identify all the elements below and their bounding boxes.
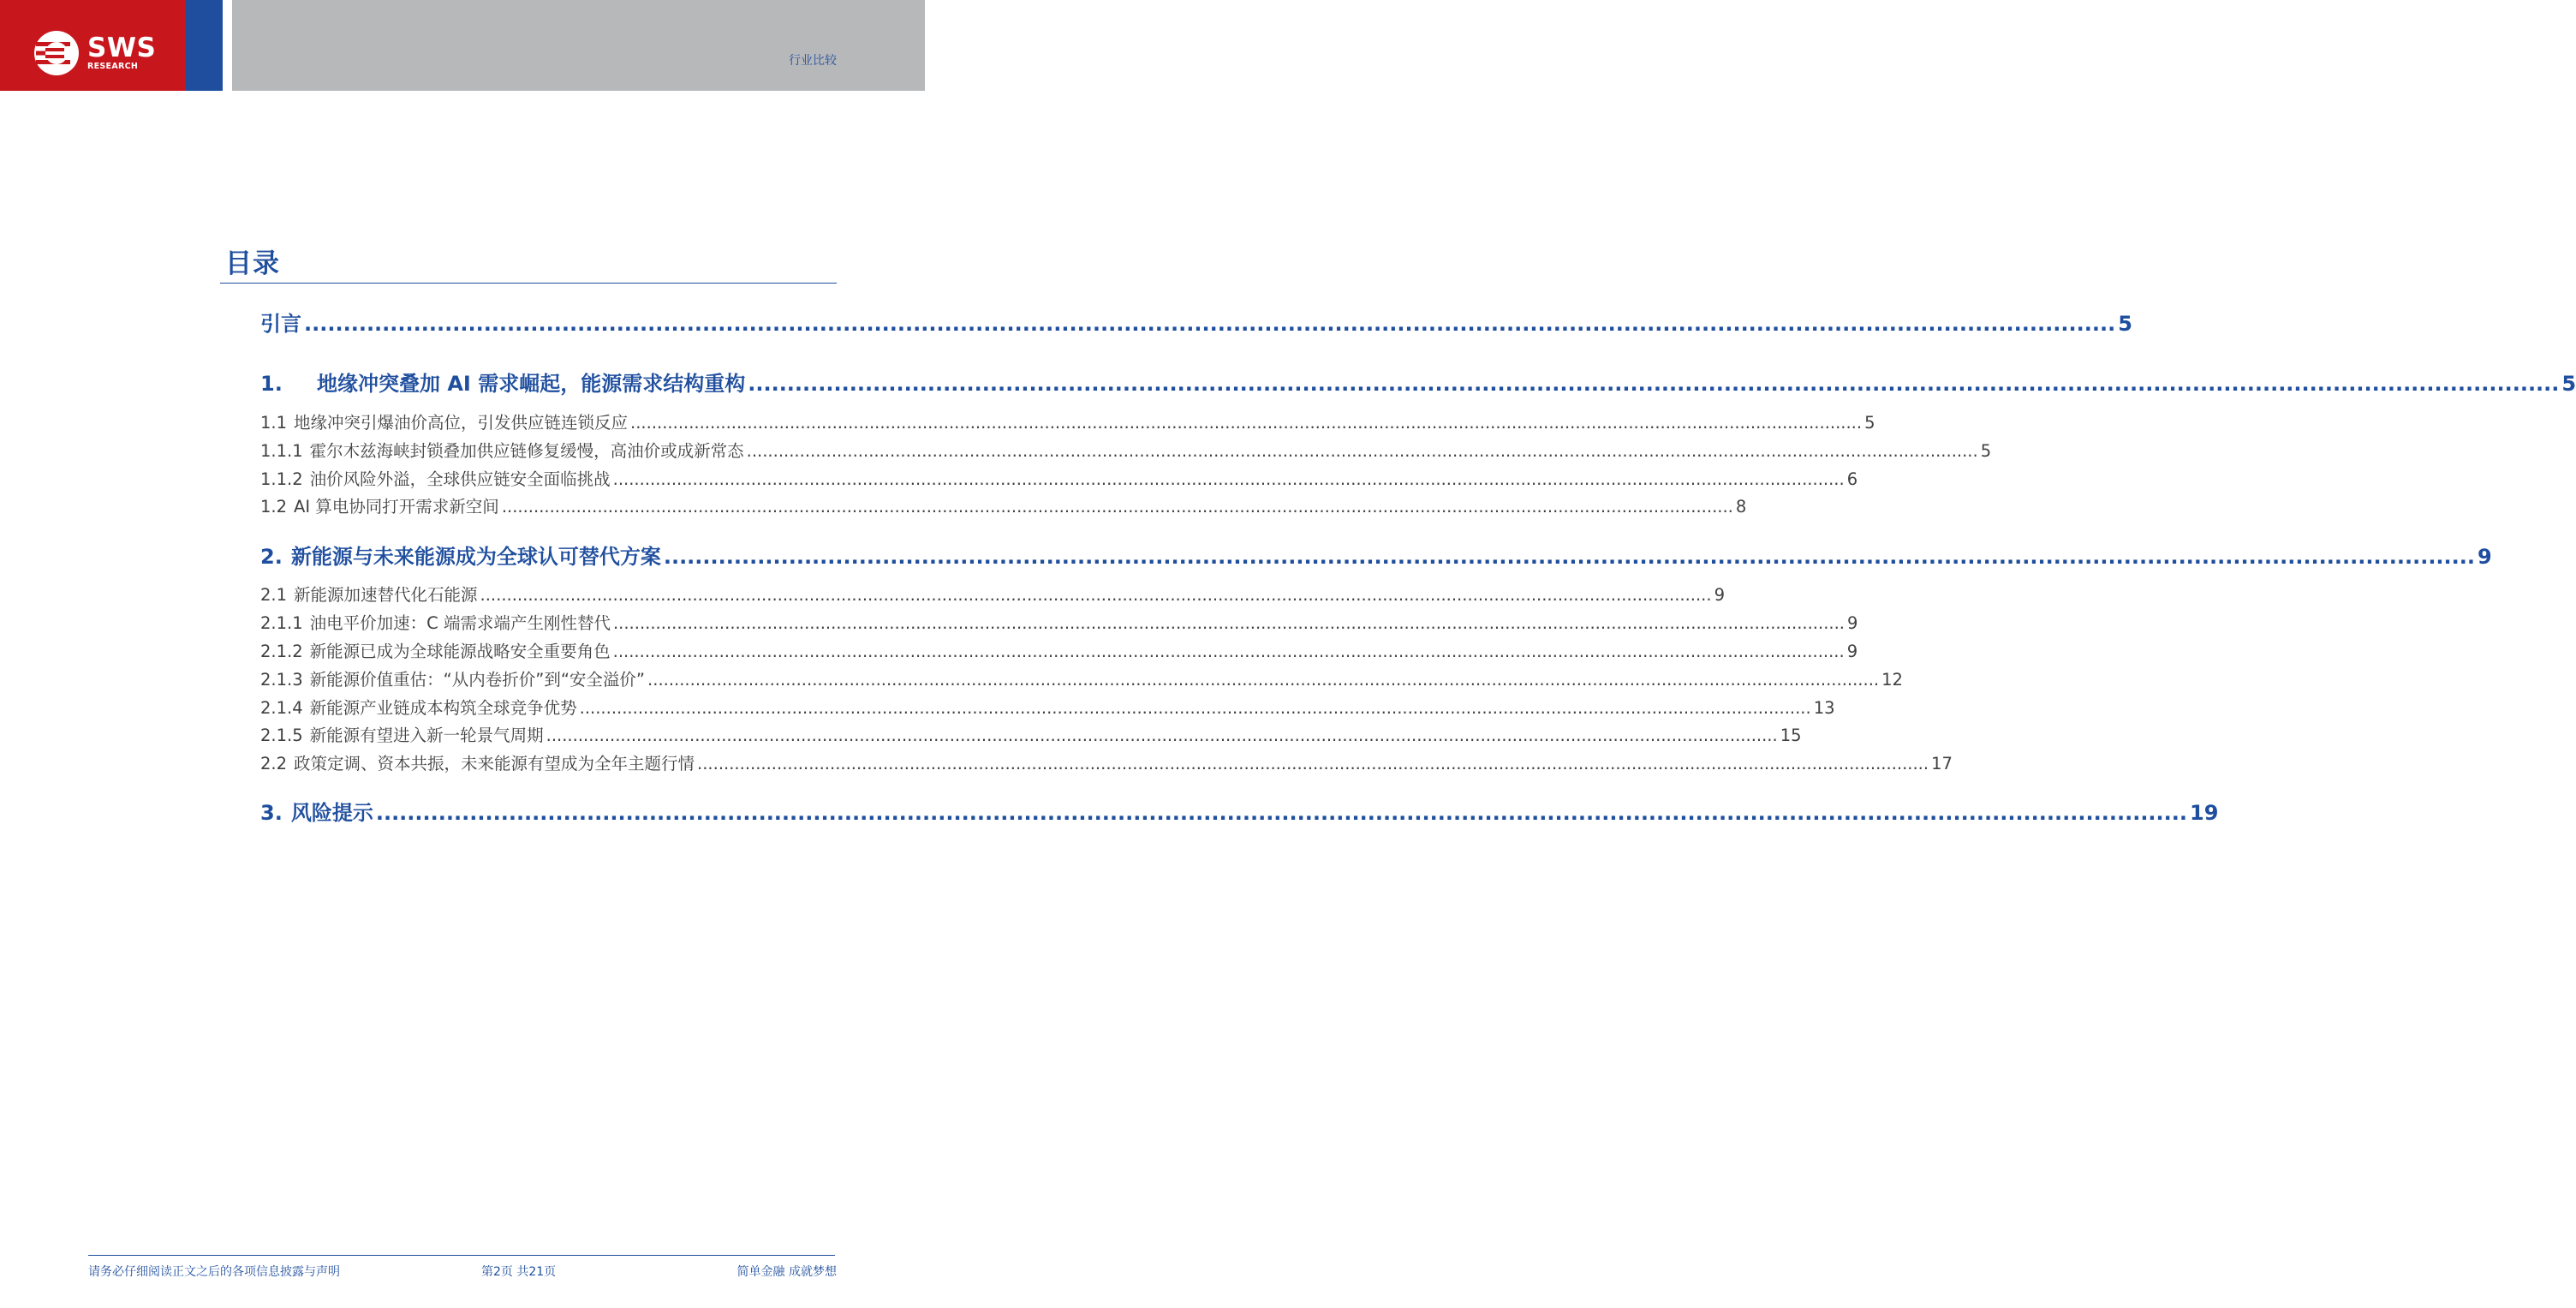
toc-entry-number: 2.1.5	[260, 726, 303, 745]
toc-entry-title: 油电平价加速：C 端需求端产生刚性替代	[309, 613, 611, 633]
toc-entry-number: 2.2	[260, 754, 288, 773]
toc-entry-page: 19	[2190, 801, 2219, 825]
toc-leader-dots	[613, 469, 1845, 489]
header-gray-band	[232, 0, 925, 91]
title-divider	[220, 283, 837, 284]
toc-entry-page: 9	[2478, 545, 2492, 569]
header-accent-band	[186, 0, 223, 91]
toc-entry-page: 17	[1931, 754, 1953, 773]
toc-leader-dots	[697, 754, 1929, 773]
toc-leader-dots	[748, 372, 2559, 396]
toc-entry-title: 新能源价值重估：“从内卷折价”到“安全溢价”	[309, 670, 646, 690]
footer-page-info: 第2页 共21页	[481, 1265, 557, 1279]
toc-entry-number: 2.	[260, 545, 283, 569]
toc-entry-2-1[interactable]	[260, 582, 1726, 606]
toc-entry-page: 6	[1846, 469, 1858, 489]
toc-entry-2-1-4[interactable]	[260, 695, 1835, 719]
toc-entry-page: 15	[1780, 726, 1802, 745]
toc-entry-number: 2.1.3	[260, 670, 303, 690]
toc-leader-dots	[613, 613, 1845, 633]
toc-entry-2-1-1[interactable]	[260, 610, 1858, 634]
footer-divider	[88, 1255, 835, 1256]
toc-entry-number: 3.	[260, 801, 283, 825]
toc-entry-title: 新能源已成为全球能源战略安全重要角色	[309, 642, 611, 661]
toc-entry-1-1-2[interactable]	[260, 466, 1858, 490]
toc-entry-title: 新能源产业链成本构筑全球竞争优势	[309, 698, 577, 718]
toc-entry-number: 1.1	[260, 413, 288, 433]
toc-entry-number: 1.	[260, 372, 283, 396]
toc-entry-page: 9	[1846, 642, 1858, 661]
toc-entry-number: 2.1.1	[260, 613, 303, 633]
toc-entry-title: AI 算电协同打开需求新空间	[294, 497, 499, 517]
footer-disclaimer: 请务必仔细阅读正文之后的各项信息披露与声明	[88, 1265, 340, 1279]
toc-entry-1-2[interactable]	[260, 493, 1747, 517]
toc-leader-dots	[376, 801, 2187, 825]
toc-entry-title: 地缘冲突引爆油价高位，引发供应链连锁反应	[294, 413, 629, 433]
footer-slogan: 简单金融 成就梦想	[736, 1265, 837, 1279]
toc-entry-number: 2.1	[260, 585, 288, 605]
toc-entry-page: 5	[1980, 441, 1992, 461]
toc-entry-page: 9	[1714, 585, 1726, 605]
toc-leader-dots	[304, 312, 2115, 336]
toc-entry-page: 5	[2561, 372, 2576, 396]
toc-entry-2-1-5[interactable]	[260, 722, 1802, 746]
toc-entry-title: 新能源与未来能源成为全球认可替代方案	[290, 545, 661, 569]
sws-logo	[33, 29, 156, 77]
toc-entry-title: 引言	[260, 312, 301, 336]
toc-leader-dots	[502, 497, 1733, 517]
brand-subtitle: RESEARCH	[87, 62, 139, 72]
toc-entry-page: 5	[2118, 312, 2132, 336]
toc-entry-2-2[interactable]	[260, 750, 1953, 774]
toc-entry-title: 新能源有望进入新一轮景气周期	[309, 726, 544, 745]
toc-entry-title: 油价风险外溢，全球供应链安全面临挑战	[309, 469, 611, 489]
toc-entry-number: 2.1.2	[260, 642, 303, 661]
toc-entry-title: 霍尔木兹海峡封锁叠加供应链修复缓慢，高油价或成新常态	[309, 441, 744, 461]
toc-entry-page: 8	[1735, 497, 1747, 517]
toc-leader-dots	[647, 670, 1879, 690]
toc-entry-number: 1.2	[260, 497, 288, 517]
toc-leader-dots	[664, 545, 2475, 569]
toc-entry-title: 地缘冲突叠加 AI 需求崛起，能源需求结构重构	[317, 372, 746, 396]
toc-entry-page: 13	[1813, 698, 1835, 718]
toc-leader-dots	[630, 413, 1862, 433]
toc-leader-dots	[747, 441, 1978, 461]
toc-entry-title: 风险提示	[290, 801, 373, 825]
toc-leader-dots	[613, 642, 1845, 661]
toc-entry-section-2[interactable]	[260, 540, 2492, 570]
toc-entry-intro[interactable]	[260, 307, 2132, 337]
toc-entry-1-1-1[interactable]	[260, 438, 1992, 462]
toc-entry-number: 1.1.2	[260, 469, 303, 489]
toc-leader-dots	[480, 585, 1712, 605]
toc-leader-dots	[580, 698, 1811, 718]
toc-entry-1-1[interactable]	[260, 409, 1875, 433]
toc-entry-section-3[interactable]	[260, 796, 2219, 826]
toc-entry-title: 政策定调、资本共振，未来能源有望成为全年主题行情	[294, 754, 695, 773]
toc-entry-page: 9	[1847, 613, 1858, 633]
toc-entry-number: 2.1.4	[260, 698, 303, 718]
toc-entry-2-1-2[interactable]	[260, 638, 1858, 662]
toc-leader-dots	[546, 726, 1778, 745]
brand-name: SWS	[87, 33, 157, 64]
toc-entry-section-1[interactable]	[260, 367, 2576, 397]
toc-entry-title: 新能源加速替代化石能源	[294, 585, 478, 605]
toc-entry-number: 1.1.1	[260, 441, 303, 461]
toc-entry-page: 5	[1864, 413, 1875, 433]
toc-title: 目录	[225, 248, 280, 279]
report-category: 行业比较	[789, 54, 837, 68]
toc-entry-2-1-3[interactable]	[260, 666, 1903, 690]
toc-entry-page: 12	[1881, 670, 1903, 690]
sws-logo-icon	[33, 29, 80, 77]
